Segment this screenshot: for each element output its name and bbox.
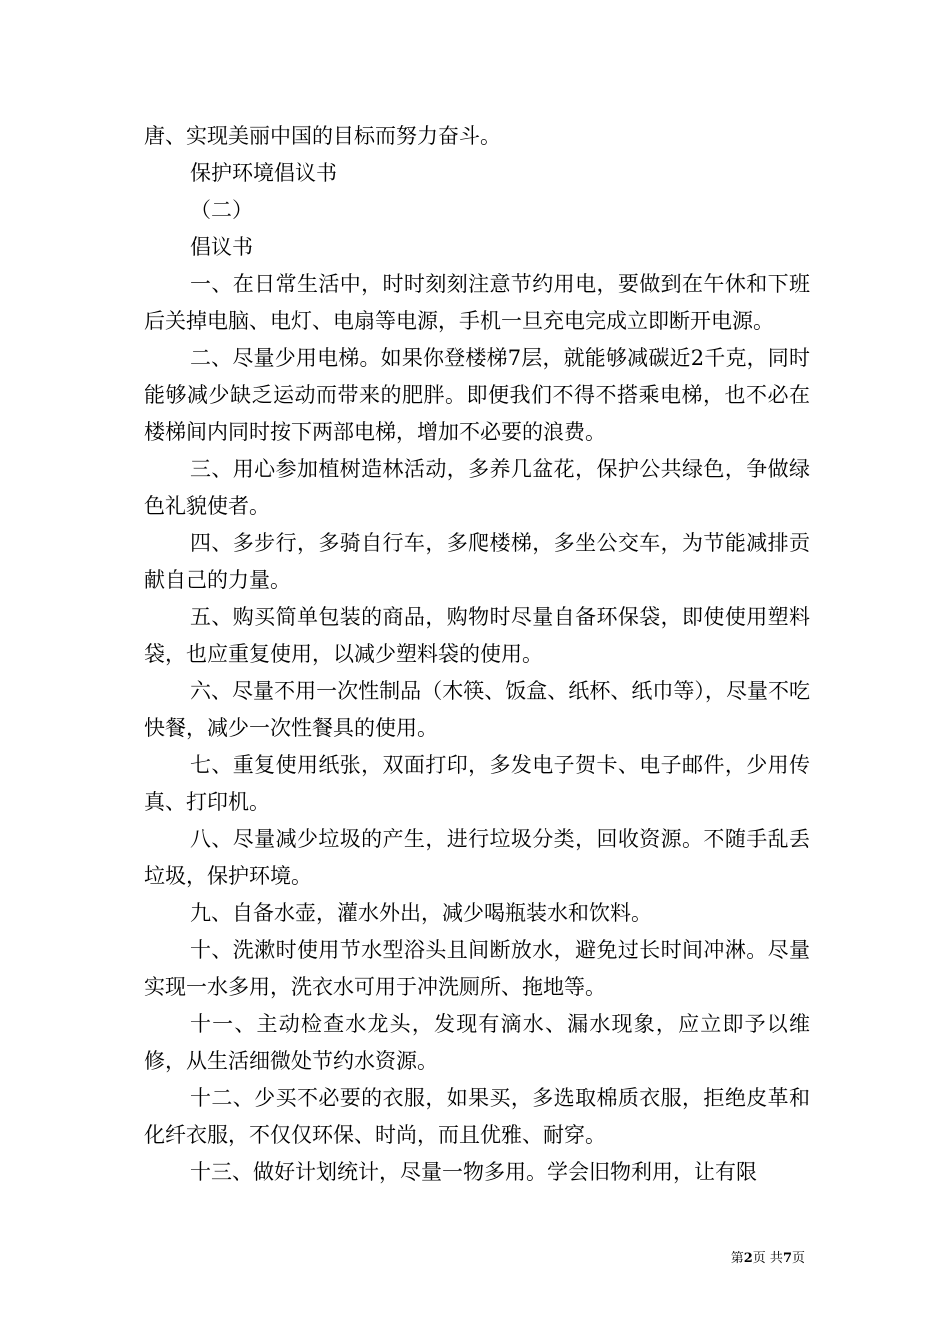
proposal-item-13: 十三、做好计划统计，尽量一物多用。学会旧物利用，让有限: [190, 1160, 757, 1184]
proposal-item-5: 五、购买简单包装的商品，购物时尽量自备环保袋，即使使用塑料袋，也应重复使用，以减少塑料袋的使用。: [144, 605, 810, 666]
proposal-item-9: 九、自备水壶，灌水外出，减少喝瓶装水和饮料。: [190, 901, 652, 925]
current-page-number: 2: [743, 1251, 753, 1266]
total-page-count: 7: [782, 1251, 792, 1266]
proposal-item-1: 一、在日常生活中，时时刻刻注意节约用电，要做到在午休和下班后关掉电脑、电灯、电扇等电源，手机一旦充电完成立即断开电源。: [144, 272, 810, 333]
footer-suffix: 页: [791, 1251, 805, 1266]
proposal-item-4: 四、多步行，多骑自行车，多爬楼梯，多坐公交车，为节能减排贡献自己的力量。: [144, 531, 810, 592]
page-footer: [0, 1247, 805, 1266]
proposal-item-6: 六、尽量不用一次性制品（木筷、饭盒、纸杯、纸巾等），尽量不吃快餐，减少一次性餐具的使用。: [144, 679, 810, 740]
section-number: （二）: [190, 198, 253, 222]
proposal-item-12: 十二、少买不必要的衣服，如果买，多选取棉质衣服，拒绝皮革和化纤衣服，不仅仅环保、时尚，而且优雅、耐穿。: [144, 1086, 810, 1147]
document-body: [144, 118, 810, 1191]
proposal-item-8: 八、尽量减少垃圾的产生，进行垃圾分类，回收资源。不随手乱丢垃圾，保护环境。: [144, 827, 810, 888]
footer-prefix: 第: [730, 1251, 744, 1266]
proposal-item-3: 三、用心参加植树造林活动，多养几盆花，保护公共绿色，争做绿色礼貌使者。: [144, 457, 810, 518]
proposal-item-10: 十、洗漱时使用节水型浴头且间断放水，避免过长时间冲淋。尽量实现一水多用，洗衣水可用于冲洗厕所、拖地等。: [144, 938, 810, 999]
document-subtitle: 倡议书: [190, 235, 253, 259]
footer-middle: 页 共: [752, 1251, 783, 1266]
document-title: 保护环境倡议书: [190, 161, 337, 185]
proposal-item-7: 七、重复使用纸张，双面打印，多发电子贺卡、电子邮件，少用传真、打印机。: [144, 753, 810, 814]
continuation-text: 唐、实现美丽中国的目标而努力奋斗。: [144, 124, 501, 148]
proposal-item-2: 二、尽量少用电梯。如果你登楼梯7层，就能够减碳近2千克，同时能够减少缺乏运动而带来的肥胖。即便我们不得不搭乘电梯，也不必在楼梯间内同时按下两部电梯，增加不必要的浪费。: [144, 346, 810, 444]
proposal-item-11: 十一、主动检查水龙头，发现有滴水、漏水现象，应立即予以维修，从生活细微处节约水资源。: [144, 1012, 810, 1073]
